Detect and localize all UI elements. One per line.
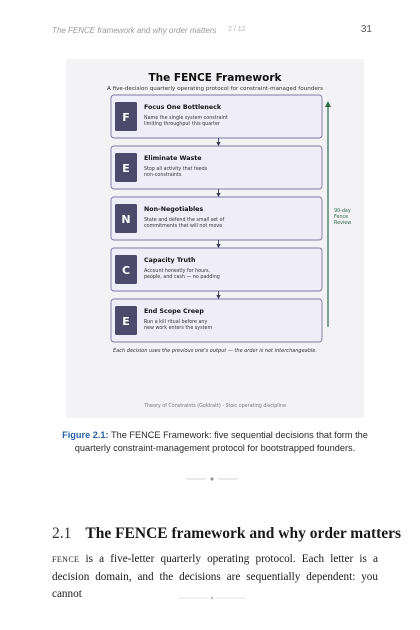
step-desc-line2: non-constraints <box>144 173 182 178</box>
step-desc-line2: commitments that will not move <box>144 224 223 229</box>
framework-diagram <box>66 59 364 418</box>
body-smallcaps-term: fence <box>52 553 80 566</box>
section-divider-ornament <box>184 473 240 485</box>
step-title: Capacity Truth <box>144 257 196 264</box>
caption-label: Figure 2.1: <box>62 430 109 440</box>
step-title: Non-Negotiables <box>144 206 204 213</box>
footer-ornament <box>176 593 248 603</box>
review-label-line3: Review <box>334 221 352 226</box>
figure-caption <box>60 429 370 454</box>
running-head-title: The FENCE framework and why order matters <box>52 26 217 35</box>
body-text: is a five-letter quarterly operating protocol. Each letter is a decision domain, and the decisions are sequentially dependent: you cannot <box>52 553 378 601</box>
running-head-count: 2 / 12 <box>228 26 246 33</box>
step-box <box>111 248 322 291</box>
step-title: End Scope Creep <box>144 308 204 315</box>
review-label-line1: 90-day <box>334 209 351 214</box>
section-number: 2.1 <box>52 524 72 542</box>
step-letter: F <box>122 111 130 124</box>
section-title: The FENCE framework and why order matters <box>85 524 402 542</box>
diagram-subtitle: A five-decision quarterly operating protocol for constraint-managed founders <box>106 86 324 92</box>
step-letter: E <box>122 162 130 175</box>
step-desc-line2: new work enters the system <box>144 326 213 331</box>
page-number: 31 <box>360 24 372 35</box>
review-label-line2: Fence <box>334 215 349 220</box>
diagram-title: The FENCE Framework <box>148 72 282 84</box>
step-desc-line1: Stop all activity that feeds <box>144 167 208 172</box>
running-header <box>52 24 372 38</box>
step-box <box>111 146 322 189</box>
step-desc-line1: State and defend the small set of <box>144 218 225 223</box>
diagram-source: Theory of Constraints (Goldratt) · Stoic operating discipline <box>144 404 286 409</box>
step-box <box>111 299 322 342</box>
step-box-frame <box>111 299 322 342</box>
step-box <box>111 197 322 240</box>
step-title: Focus One Bottleneck <box>144 104 222 111</box>
diagram-footnote: Each decision uses the previous one's output — the order is not interchangeable. <box>113 348 317 354</box>
step-desc-line2: limiting throughput this quarter <box>144 122 220 127</box>
section-heading <box>52 524 402 543</box>
step-box-frame <box>111 248 322 291</box>
step-box-frame <box>111 146 322 189</box>
step-desc-line1: Run a kill ritual before any <box>144 320 208 325</box>
step-letter: E <box>122 315 130 328</box>
figure-fence-framework <box>66 59 364 418</box>
step-letter: N <box>121 213 131 226</box>
step-box <box>111 95 322 138</box>
step-title: Eliminate Waste <box>144 155 202 162</box>
step-desc-line1: Name the single system constraint <box>144 116 228 121</box>
step-desc-line2: people, and cash — no padding <box>144 275 220 280</box>
step-desc-line1: Account honestly for hours, <box>144 269 211 274</box>
step-letter: C <box>121 264 131 277</box>
caption-text: The FENCE Framework: five sequential decisions that form the quarterly constraint-management protocol for bootstrapped founders. <box>74 430 368 453</box>
